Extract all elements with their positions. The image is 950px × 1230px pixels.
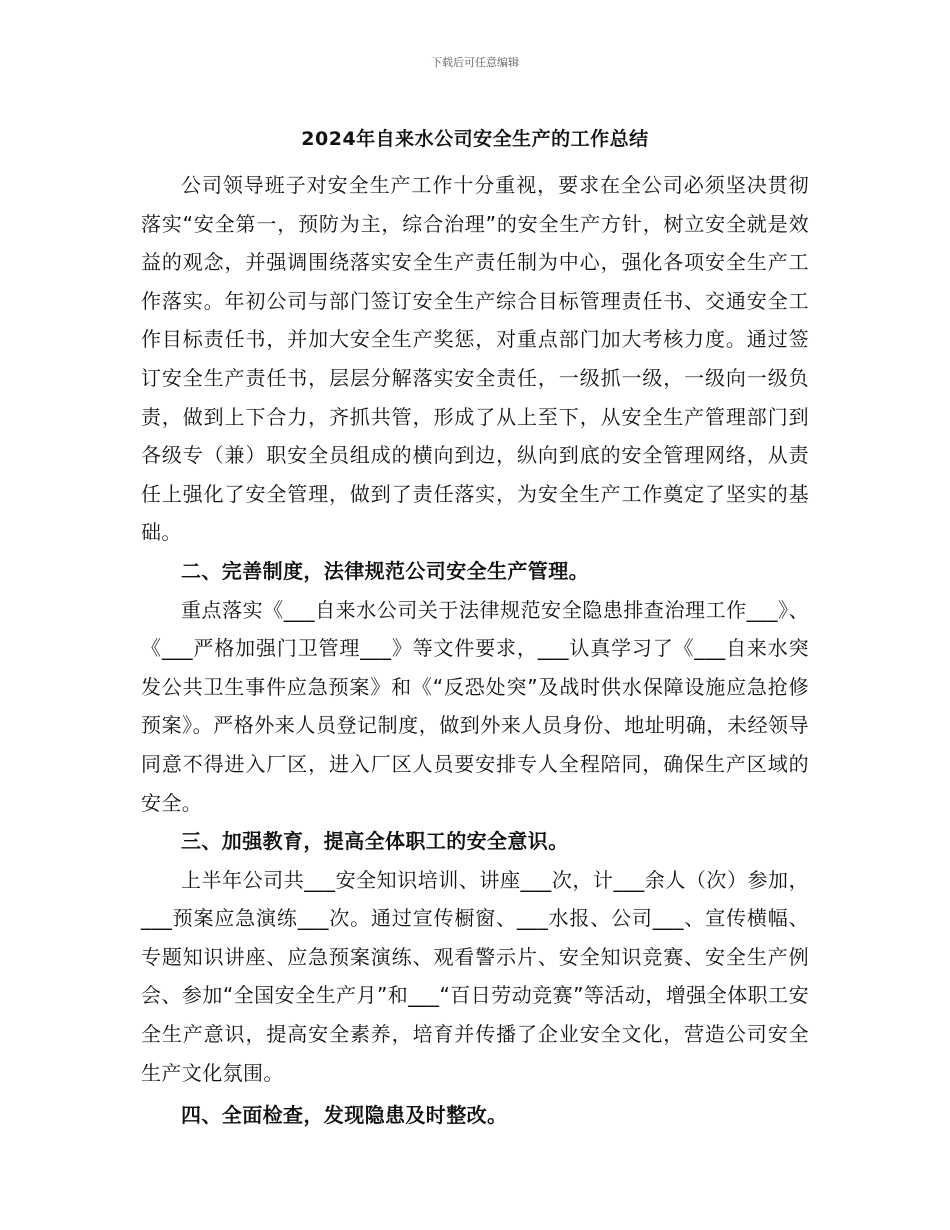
paragraph-education: 上半年公司共___安全知识培训、讲座___次，计___余人（次）参加，___预案应急演练___次。通过宣传橱窗、___水报、公司___、宣传横幅、专题知识讲座、应急预案演练、观看警示片、安全知识竞赛、安全生产例会、参加“全国安全生产月”和___“百日劳动竞赛”等活动，增强全体职工安全生产意识，提高安全素养，培育并传播了企业安全文化，营造公司安全生产文化氛围。 [141, 867, 809, 1085]
section-heading-2: 二、完善制度，法律规范公司安全生产管理。 [181, 558, 589, 583]
section-heading-3: 三、加强教育，提高全体职工的安全意识。 [181, 829, 569, 854]
document-body [141, 166, 809, 1135]
paragraph-regulations: 重点落实《___自来水公司关于法律规范安全隐患排查治理工作___》、《___严格加强门卫管理___》等文件要求，___认真学习了《___自来水突发公共卫生事件应急预案》和《“反恐处突”及战时供水保障设施应急抢修预案》。严格外来人员登记制度，做到外来人员身份、地址明确，未经领导同意不得进入厂区，进入厂区人员要安排专人全程陪同，确保生产区域的安全。 [141, 597, 809, 815]
paragraph-responsibility: 公司领导班子对安全生产工作十分重视，要求在全公司必须坚决贯彻落实“安全第一，预防为主，综合治理”的安全生产方针，树立安全就是效益的观念，并强调围绕落实安全生产责任制为中心，强化各项安全生产工作落实。年初公司与部门签订安全生产综合目标管理责任书、交通安全工作目标责任书，并加大安全生产奖惩，对重点部门加大考核力度。通过签订安全生产责任书，层层分解落实安全责任，一级抓一级，一级向一级负责，做到上下合力，齐抓共管，形成了从上至下，从安全生产管理部门到各级专（兼）职安全员组成的横向到边，纵向到底的安全管理网络，从责任上强化了安全管理，做到了责任落实，为安全生产工作奠定了坚实的基础。 [141, 173, 809, 545]
header-note: 下载后可任意编辑 [431, 56, 519, 69]
document-title: 2024年自来水公司安全生产的工作总结 [301, 128, 649, 150]
section-heading-4: 四、全面检查，发现隐患及时整改。 [181, 1103, 508, 1128]
